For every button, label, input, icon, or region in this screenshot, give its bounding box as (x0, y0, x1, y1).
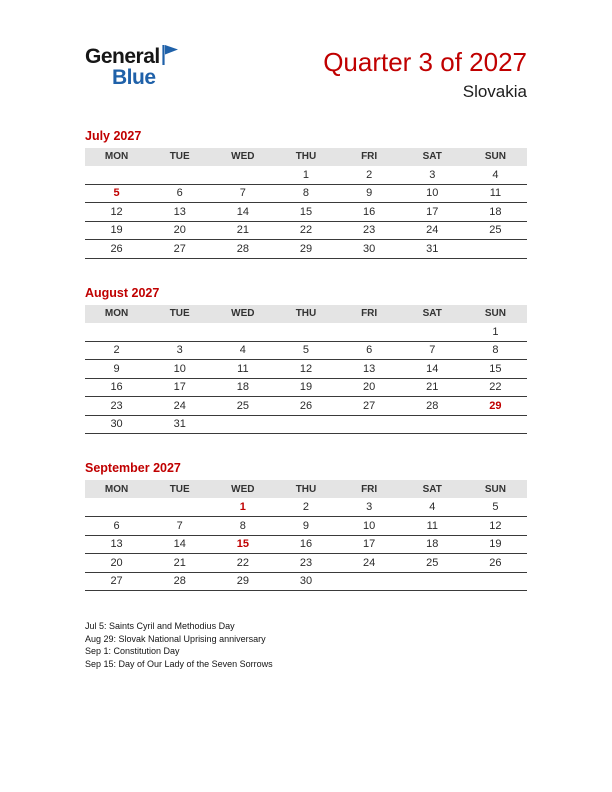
empty-cell (464, 572, 527, 591)
day-cell: 9 (274, 517, 337, 536)
weekday-header-row (85, 148, 527, 166)
holiday-note: Sep 15: Day of Our Lady of the Seven Sorrows (85, 658, 273, 669)
weekday-header: TUE (148, 148, 211, 166)
day-cell: 27 (338, 397, 401, 416)
empty-cell (464, 240, 527, 259)
day-cell: 22 (464, 378, 527, 397)
day-cell: 11 (464, 184, 527, 203)
empty-cell (211, 166, 274, 185)
day-cell: 31 (401, 240, 464, 259)
day-cell: 15 (274, 203, 337, 222)
day-cell: 18 (211, 378, 274, 397)
logo-word-general-row (85, 46, 179, 67)
month-title-july-2027: July 2027 (85, 128, 142, 143)
day-cell: 16 (85, 378, 148, 397)
day-cell: 12 (464, 517, 527, 536)
day-cell: 21 (211, 221, 274, 240)
calendar-table-september-2027 (85, 480, 527, 591)
calendar-week-row (85, 221, 527, 240)
weekday-header-row (85, 480, 527, 498)
calendar-week-row (85, 535, 527, 554)
title-block (323, 48, 527, 102)
day-cell: 10 (401, 184, 464, 203)
day-cell: 9 (338, 184, 401, 203)
weekday-header: FRI (338, 305, 401, 323)
empty-cell (464, 415, 527, 434)
empty-cell (148, 498, 211, 517)
day-cell: 24 (401, 221, 464, 240)
day-cell: 12 (85, 203, 148, 222)
month-july-2027 (85, 129, 527, 259)
holiday-note: Aug 29: Slovak National Uprising anniversary (85, 633, 266, 644)
empty-cell (401, 572, 464, 591)
weekday-header: THU (274, 480, 337, 498)
calendar-week-row (85, 378, 527, 397)
calendar-week-row (85, 517, 527, 536)
day-cell: 13 (85, 535, 148, 554)
day-cell: 24 (338, 554, 401, 573)
day-cell: 19 (85, 221, 148, 240)
calendar-week-row (85, 240, 527, 259)
day-cell: 14 (148, 535, 211, 554)
weekday-header-row (85, 305, 527, 323)
month-title-august-2027: August 2027 (85, 285, 160, 300)
day-cell: 20 (85, 554, 148, 573)
calendar-table-august-2027 (85, 305, 527, 435)
day-cell: 4 (401, 498, 464, 517)
weekday-header: THU (274, 305, 337, 323)
page-subtitle: Slovakia (462, 81, 527, 101)
weekday-header: FRI (338, 148, 401, 166)
day-cell: 28 (401, 397, 464, 416)
day-cell: 7 (148, 517, 211, 536)
day-cell: 16 (274, 535, 337, 554)
calendar-table-july-2027 (85, 148, 527, 259)
day-cell: 6 (338, 341, 401, 360)
weekday-header: SUN (464, 148, 527, 166)
day-cell: 10 (148, 360, 211, 379)
empty-cell (274, 415, 337, 434)
logo-text-general: General (85, 45, 160, 68)
calendar-week-row (85, 341, 527, 360)
day-cell: 14 (211, 203, 274, 222)
day-cell: 26 (274, 397, 337, 416)
empty-cell (85, 498, 148, 517)
holiday-day-cell: 5 (85, 184, 148, 203)
holiday-day-cell: 29 (464, 397, 527, 416)
calendar-week-row (85, 498, 527, 517)
day-cell: 3 (148, 341, 211, 360)
day-cell: 21 (148, 554, 211, 573)
day-cell: 13 (338, 360, 401, 379)
day-cell: 1 (464, 323, 527, 342)
empty-cell (148, 166, 211, 185)
day-cell: 27 (148, 240, 211, 259)
weekday-header: SUN (464, 480, 527, 498)
day-cell: 23 (85, 397, 148, 416)
calendar-week-row (85, 415, 527, 434)
day-cell: 23 (338, 221, 401, 240)
day-cell: 17 (148, 378, 211, 397)
day-cell: 22 (274, 221, 337, 240)
day-cell: 26 (85, 240, 148, 259)
day-cell: 24 (148, 397, 211, 416)
calendar-week-row (85, 397, 527, 416)
day-cell: 18 (464, 203, 527, 222)
general-blue-logo (85, 46, 179, 88)
day-cell: 20 (338, 378, 401, 397)
weekday-header: FRI (338, 480, 401, 498)
day-cell: 20 (148, 221, 211, 240)
day-cell: 25 (464, 221, 527, 240)
day-cell: 10 (338, 517, 401, 536)
empty-cell (338, 415, 401, 434)
weekday-header: WED (211, 148, 274, 166)
empty-cell (401, 415, 464, 434)
weekday-header: SAT (401, 305, 464, 323)
weekday-header: MON (85, 480, 148, 498)
weekday-header: TUE (148, 480, 211, 498)
page-title: Quarter 3 of 2027 (323, 47, 527, 77)
empty-cell (274, 323, 337, 342)
day-cell: 9 (85, 360, 148, 379)
weekday-header: MON (85, 305, 148, 323)
weekday-header: MON (85, 148, 148, 166)
holiday-notes (85, 620, 527, 670)
calendar-week-row (85, 184, 527, 203)
day-cell: 4 (464, 166, 527, 185)
empty-cell (85, 323, 148, 342)
weekday-header: SUN (464, 305, 527, 323)
day-cell: 25 (401, 554, 464, 573)
day-cell: 18 (401, 535, 464, 554)
empty-cell (211, 323, 274, 342)
day-cell: 4 (211, 341, 274, 360)
calendar-week-row (85, 203, 527, 222)
weekday-header: WED (211, 305, 274, 323)
day-cell: 2 (85, 341, 148, 360)
day-cell: 7 (211, 184, 274, 203)
day-cell: 5 (274, 341, 337, 360)
day-cell: 1 (274, 166, 337, 185)
day-cell: 6 (148, 184, 211, 203)
day-cell: 28 (211, 240, 274, 259)
day-cell: 17 (338, 535, 401, 554)
day-cell: 14 (401, 360, 464, 379)
month-title-september-2027: September 2027 (85, 461, 181, 476)
day-cell: 8 (211, 517, 274, 536)
month-september-2027 (85, 461, 527, 591)
flag-icon (161, 44, 179, 66)
weekday-header: SAT (401, 480, 464, 498)
day-cell: 22 (211, 554, 274, 573)
month-august-2027 (85, 286, 527, 435)
day-cell: 17 (401, 203, 464, 222)
empty-cell (211, 415, 274, 434)
day-cell: 11 (401, 517, 464, 536)
day-cell: 7 (401, 341, 464, 360)
calendar-week-row (85, 554, 527, 573)
day-cell: 28 (148, 572, 211, 591)
day-cell: 8 (274, 184, 337, 203)
weekday-header: WED (211, 480, 274, 498)
calendar-week-row (85, 323, 527, 342)
day-cell: 30 (338, 240, 401, 259)
day-cell: 31 (148, 415, 211, 434)
day-cell: 21 (401, 378, 464, 397)
day-cell: 25 (211, 397, 274, 416)
weekday-header: THU (274, 148, 337, 166)
day-cell: 13 (148, 203, 211, 222)
holiday-day-cell: 15 (211, 535, 274, 554)
day-cell: 30 (274, 572, 337, 591)
holiday-note: Jul 5: Saints Cyril and Methodius Day (85, 621, 235, 632)
weekday-header: TUE (148, 305, 211, 323)
months-container (85, 129, 527, 592)
holiday-note: Sep 1: Constitution Day (85, 646, 180, 657)
day-cell: 16 (338, 203, 401, 222)
day-cell: 12 (274, 360, 337, 379)
logo-text-blue: Blue (112, 66, 156, 89)
calendar-week-row (85, 360, 527, 379)
day-cell: 2 (274, 498, 337, 517)
empty-cell (401, 323, 464, 342)
empty-cell (338, 572, 401, 591)
day-cell: 5 (464, 498, 527, 517)
day-cell: 26 (464, 554, 527, 573)
day-cell: 19 (464, 535, 527, 554)
day-cell: 29 (211, 572, 274, 591)
page-header (85, 46, 527, 102)
holiday-day-cell: 1 (211, 498, 274, 517)
weekday-header: SAT (401, 148, 464, 166)
day-cell: 15 (464, 360, 527, 379)
day-cell: 30 (85, 415, 148, 434)
calendar-week-row (85, 166, 527, 185)
day-cell: 11 (211, 360, 274, 379)
day-cell: 3 (401, 166, 464, 185)
day-cell: 2 (338, 166, 401, 185)
calendar-week-row (85, 572, 527, 591)
day-cell: 19 (274, 378, 337, 397)
day-cell: 27 (85, 572, 148, 591)
empty-cell (148, 323, 211, 342)
day-cell: 3 (338, 498, 401, 517)
empty-cell (85, 166, 148, 185)
day-cell: 8 (464, 341, 527, 360)
empty-cell (338, 323, 401, 342)
day-cell: 23 (274, 554, 337, 573)
day-cell: 29 (274, 240, 337, 259)
day-cell: 6 (85, 517, 148, 536)
